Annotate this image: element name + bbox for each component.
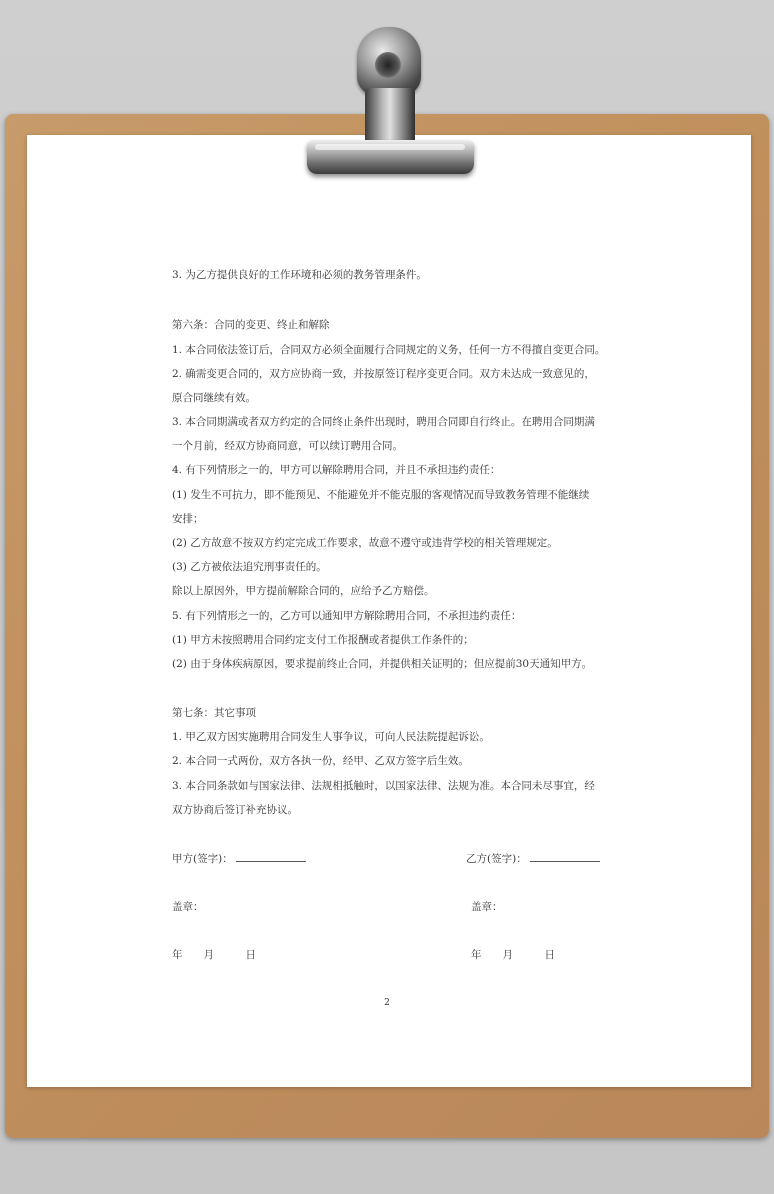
party-b-date: 年 月 日 [471, 949, 555, 961]
party-b-seal: 盖章： [471, 901, 503, 913]
party-b-signature [466, 851, 600, 866]
paragraph-line: 2. 确需变更合同的，双方应协商一致，并按原签订程序变更合同。双方未达成一致意见的， [172, 368, 595, 380]
paragraph-line: 1. 甲乙双方因实施聘用合同发生人事争议，可向人民法院提起诉讼。 [172, 731, 490, 743]
paragraph-line: 双方协商后签订补充协议。 [172, 804, 298, 816]
clip-neck-icon [365, 88, 415, 144]
party-b-signature-line[interactable] [530, 851, 600, 862]
paragraph-line: (2) 乙方故意不按双方约定完成工作要求，故意不遵守或违背学校的相关管理规定。 [172, 537, 558, 549]
paragraph-line: 1. 本合同依法签订后，合同双方必须全面履行合同规定的义务，任何一方不得擅自变更合同。 [172, 344, 606, 356]
paragraph-line: 2. 本合同一式两份，双方各执一份，经甲、乙双方签字后生效。 [172, 755, 469, 767]
paragraph-line: (2) 由于身体疾病原因，要求提前终止合同，并提供相关证明的；但应提前30天通知甲方。 [172, 658, 593, 670]
paragraph-line: 原合同继续有效。 [172, 392, 256, 404]
party-a-signature-line[interactable] [236, 851, 306, 862]
paragraph-line: 4. 有下列情形之一的，甲方可以解除聘用合同，并且不承担违约责任： [172, 464, 501, 476]
section-heading: 第七条：其它事项 [172, 707, 256, 719]
paragraph-line: 5. 有下列情形之一的，乙方可以通知甲方解除聘用合同，不承担违约责任： [172, 610, 522, 622]
paragraph-line: 一个月前，经双方协商同意，可以续订聘用合同。 [172, 440, 403, 452]
clip-hole-icon [375, 52, 401, 78]
party-a-signature [172, 851, 306, 866]
paragraph-line: (1) 发生不可抗力，即不能预见、不能避免并不能克服的客观情况而导致教务管理不能继续 [172, 489, 590, 501]
paragraph-line: 除以上原因外，甲方提前解除合同的，应给予乙方赔偿。 [172, 585, 435, 597]
paragraph-line: (3) 乙方被依法追究刑事责任的。 [172, 561, 327, 573]
paragraph-line: 安排； [172, 513, 204, 525]
party-b-label: 乙方(签字)： [466, 853, 527, 865]
paragraph-line: 3. 本合同条款如与国家法律、法规相抵触时，以国家法律、法规为准。本合同未尽事宜，经 [172, 780, 595, 792]
section-heading: 第六条：合同的变更、终止和解除 [172, 319, 330, 331]
paragraph-line: (1) 甲方未按照聘用合同约定支付工作报酬或者提供工作条件的； [172, 634, 474, 646]
page-number: 2 [384, 998, 390, 1008]
party-a-seal: 盖章： [172, 901, 204, 913]
paragraph-line: 3. 为乙方提供良好的工作环境和必须的教务管理条件。 [172, 269, 427, 281]
paragraph-line: 3. 本合同期满或者双方约定的合同终止条件出现时，聘用合同即自行终止。在聘用合同期满 [172, 416, 595, 428]
clip-shine [315, 144, 465, 150]
party-a-label: 甲方(签字)： [172, 853, 233, 865]
party-a-date: 年 月 日 [172, 949, 256, 961]
